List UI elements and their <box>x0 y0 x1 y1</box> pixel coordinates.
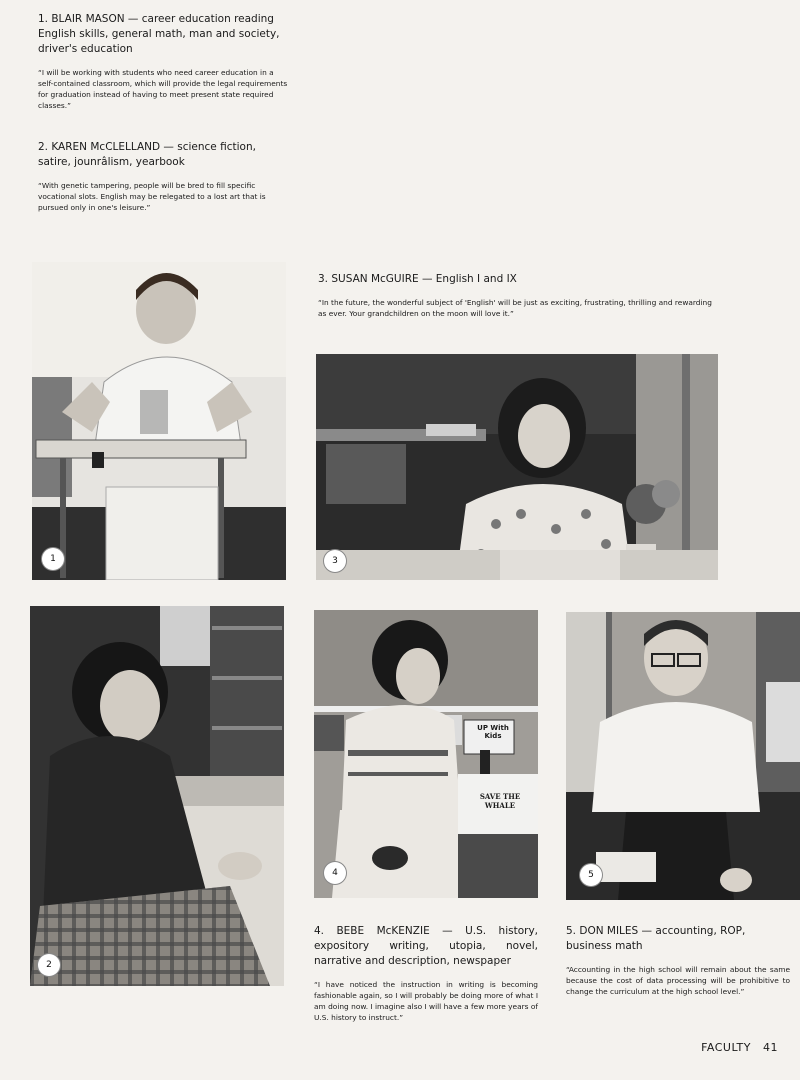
photo-susan-mcguire <box>316 354 718 580</box>
faculty-quote: “I have noticed the instruction in writing is becoming fashionable again, so I will probably be doing more of what I am doing now. I imagine also I will have a few more years of U.S. history to instruct.” <box>314 980 538 1022</box>
faculty-entry-bebe-mckenzie <box>314 924 538 1023</box>
faculty-heading: 5. DON MILES — accounting, ROP, business math <box>566 925 746 952</box>
faculty-quote: “Accounting in the high school will remain about the same because the cost of data processing will be prohibitive to change the curriculum at the high school level.” <box>566 965 790 996</box>
photo-number-badge: 1 <box>42 548 64 570</box>
photo-karen-mcclelland <box>30 606 284 986</box>
faculty-heading: 3. SUSAN McGUIRE — English I and IX <box>318 273 517 285</box>
faculty-quote: “In the future, the wonderful subject of 'English' will be just as exciting, frustrating, thrilling and rewarding as ever. Your grandchildren on the moon will love it.” <box>318 298 712 318</box>
faculty-heading: 4. BEBE McKENZIE — U.S. history, expository writing, utopia, novel, narrative and description, newspaper <box>314 925 538 967</box>
save-the-whale-sign: SAVE THE WHALE <box>479 792 521 810</box>
photo-bebe-mckenzie <box>314 610 538 898</box>
faculty-quote: “With genetic tampering, people will be bred to fill specific vocational slots. English may be relegated to a lost art that is pursued only in one's leisure.” <box>38 181 266 212</box>
faculty-heading: 2. KAREN McCLELLAND — science fiction, satire, jounrâlism, yearbook <box>38 141 256 168</box>
photo-number-badge: 4 <box>324 862 346 884</box>
section-label: FACULTY <box>701 1041 751 1054</box>
page-footer <box>693 1041 778 1054</box>
photo-blair-mason <box>32 262 286 580</box>
page-number: 41 <box>763 1041 778 1054</box>
photo-don-miles-image <box>566 612 800 900</box>
photo-number-badge: 2 <box>38 954 60 976</box>
photo-blair-mason-image <box>32 262 286 580</box>
photo-karen-mcclelland-image <box>30 606 284 986</box>
photo-number-badge: 3 <box>324 550 346 572</box>
faculty-entry-karen-mcclelland <box>38 140 290 213</box>
photo-number-badge: 5 <box>580 864 602 886</box>
faculty-entry-susan-mcguire <box>318 272 720 319</box>
faculty-quote: “I will be working with students who need career education in a self-contained classroom, which will provide the legal requirements for graduation instead of having to meet present state required classes.” <box>38 68 288 110</box>
poster-up-with-kids: UP With Kids <box>477 724 509 740</box>
faculty-heading: 1. BLAIR MASON — career education reading English skills, general math, man and society, driver's education <box>38 13 280 55</box>
faculty-entry-blair-mason <box>38 12 290 111</box>
photo-don-miles <box>566 612 800 900</box>
photo-bebe-mckenzie-image <box>314 610 538 898</box>
faculty-entry-don-miles <box>566 924 790 997</box>
photo-susan-mcguire-image <box>316 354 718 580</box>
